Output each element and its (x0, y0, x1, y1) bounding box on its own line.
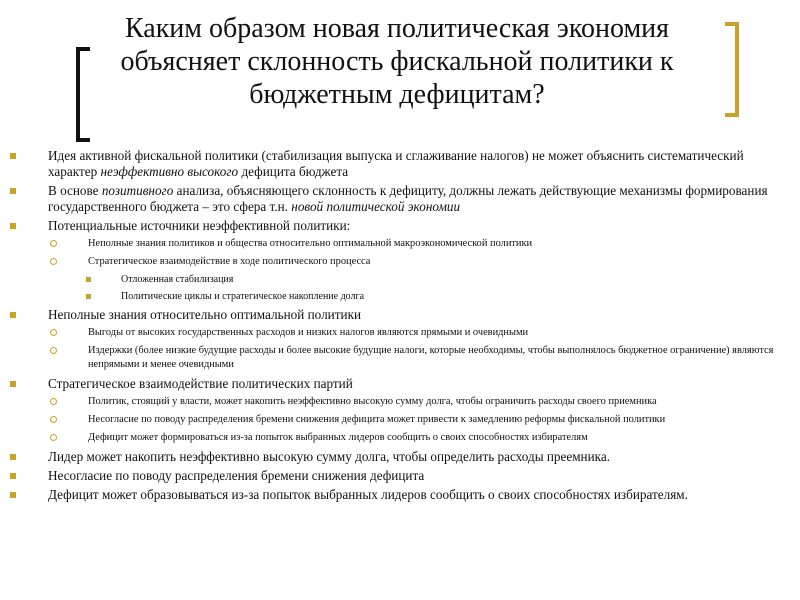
sub-sub-bullet-item: Политические циклы и стратегическое накопление долга (8, 290, 788, 304)
circle-bullet-icon (50, 258, 57, 265)
sub-bullet-item: Неполные знания политиков и общества относительно оптимальной макроэкономической политики (8, 237, 788, 251)
bullet-item: Стратегическое взаимодействие политических партий (8, 376, 788, 392)
sub-bullet-item: Стратегическое взаимодействие в ходе политического процесса (8, 255, 788, 269)
sub-sub-bullet-item: Отложенная стабилизация (8, 273, 788, 287)
circle-bullet-icon (50, 416, 57, 423)
square-bullet-icon (10, 454, 16, 460)
bullet-item: Лидер может накопить неэффективно высокую сумму долга, чтобы определить расходы преемника. (8, 449, 788, 465)
sub-bullet-item: Дефицит может формироваться из-за попыток выбранных лидеров сообщить о своих способностях избирателям (8, 431, 788, 445)
right-bracket-decoration (725, 22, 739, 117)
bullet-item: Дефицит может образовываться из-за попыток выбранных лидеров сообщить о своих способностях избирателям. (8, 487, 788, 503)
bullet-item: Неполные знания относительно оптимальной политики (8, 307, 788, 323)
slide-content (8, 148, 788, 506)
sub-bullet-item: Политик, стоящий у власти, может накопить неэффективно высокую сумму долга, чтобы ограничить расходы своего приемника (8, 395, 788, 409)
sub-bullet-item: Выгоды от высоких государственных расходов и низких налогов являются прямыми и очевидными (8, 326, 788, 340)
square-bullet-icon (10, 153, 16, 159)
circle-bullet-icon (50, 434, 57, 441)
sub-bullet-item: Издержки (более низкие будущие расходы и более высокие будущие налоги, которые необходимы, чтобы выполнялось бюджетное ограничение) являются непрямыми и менее очевидными (8, 344, 788, 372)
square-bullet-icon (86, 294, 91, 299)
bullet-item: В основе позитивного анализа, объясняющего склонность к дефициту, должны лежать действующие механизмы формирования государственного бюджета – это сфера т.н. новой политической экономии (8, 183, 788, 215)
square-bullet-icon (10, 492, 16, 498)
bullet-item: Несогласие по поводу распределения бремени снижения дефицита (8, 468, 788, 484)
square-bullet-icon (10, 312, 16, 318)
left-bracket-decoration (76, 47, 90, 142)
square-bullet-icon (10, 473, 16, 479)
slide-title: Каким образом новая политическая экономия объясняет склонность фискальной политики к бюджетным дефицитам? (120, 13, 674, 110)
circle-bullet-icon (50, 329, 57, 336)
square-bullet-icon (10, 223, 16, 229)
square-bullet-icon (10, 381, 16, 387)
square-bullet-icon (86, 277, 91, 282)
sub-bullet-item: Несогласие по поводу распределения бремени снижения дефицита может привести к замедлению реформы фискальной политики (8, 413, 788, 427)
circle-bullet-icon (50, 398, 57, 405)
circle-bullet-icon (50, 347, 57, 354)
bullet-item: Идея активной фискальной политики (стабилизация выпуска и сглаживание налогов) не может объяснить систематический характер неэффективно высокого дефицита бюджета (8, 148, 788, 180)
bullet-item: Потенциальные источники неэффективной политики: (8, 218, 788, 234)
square-bullet-icon (10, 188, 16, 194)
circle-bullet-icon (50, 240, 57, 247)
